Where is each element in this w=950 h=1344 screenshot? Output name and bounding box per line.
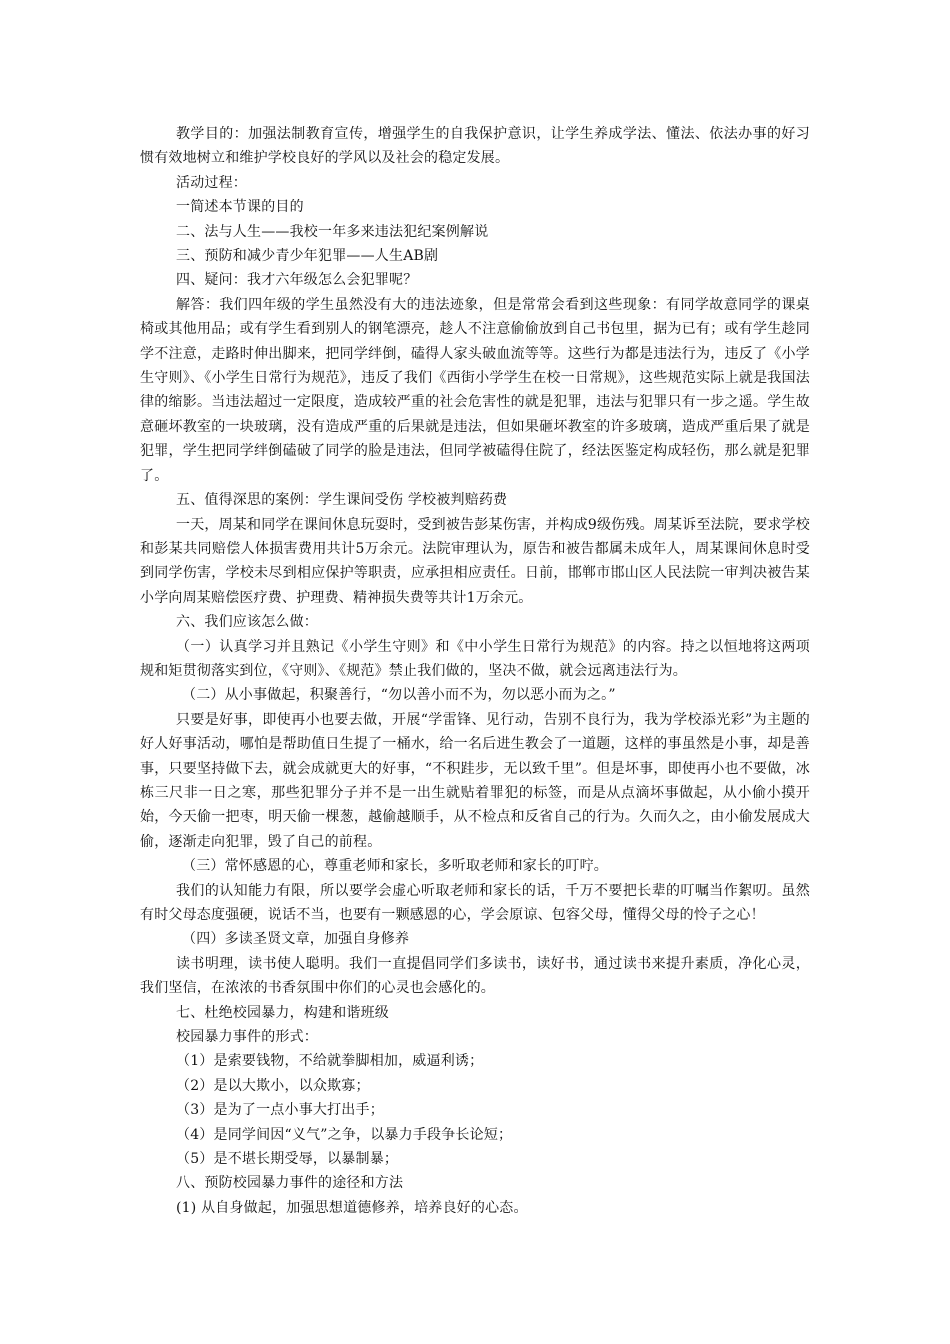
document-body (140, 122, 810, 1220)
heading-section-1: 一简述本节课的目的 (176, 199, 304, 216)
paragraph-item-1: （一）认真学习并且熟记《小学生守则》和《中小学生日常行为规范》的内容。持之以恒地将这两项规和矩贯彻落实到位，《守则》、《规范》禁止我们做的，坚决不做，就会远离违法行为。 (140, 638, 810, 679)
subheading-item-2: （二）从小事做起，积聚善行，“勿以善小而不为，勿以恶小而为之。” (182, 687, 616, 704)
paragraph-violence-forms: 校园暴力事件的形式： (176, 1029, 318, 1046)
list-item-violence-5: （5）是不堪长期受辱，以暴制暴； (176, 1151, 399, 1168)
heading-section-4: 四、疑问：我才六年级怎么会犯罪呢？ (176, 272, 418, 289)
heading-section-5: 五、值得深思的案例：学生课间受伤 学校被判赔药费 (176, 492, 508, 509)
list-item-violence-4: （4）是同学间因“义气”之争，以暴力手段争长论短； (176, 1126, 513, 1143)
list-item-violence-3: （3）是为了一点小事大打出手； (176, 1102, 384, 1119)
heading-section-7: 七、杜绝校园暴力，构建和谐班级 (176, 1004, 389, 1021)
paragraph-reading: 读书明理，读书使人聪明。我们一直提倡同学们多读书，读好书，通过读书来提升素质，净化心灵，我们坚信，在浓浓的书香氛围中你们的心灵也会感化的。 (140, 955, 810, 997)
heading-section-2: 二、法与人生——我校一年多来违法犯纪案例解说 (176, 223, 489, 240)
paragraph-gratitude: 我们的认知能力有限，所以要学会虚心听取老师和家长的话，千万不要把长辈的叮嘱当作絮叨。虽然有时父母态度强硬，说话不当，也要有一颗感恩的心，学会原谅、包容父母，懂得父母的怜子之心！ (140, 882, 810, 923)
paragraph-case: 一天，周某和同学在课间休息玩耍时，受到被告彭某伤害，并构成9级伤残。周某诉至法院，要求学校和彭某共同赔偿人体损害费用共计5万余元。法院审理认为，原告和被告都属未成年人，周某课间休息时受到同学伤害，学校未尽到相应保护等职责，应承担相应责任。日前，邯郸市邯山区人民法院一审判决被告某小学向周某赔偿医疗费、护理费、精神损失费等共计1万余元。 (140, 516, 810, 606)
list-item-violence-1: （1）是索要钱物，不给就拳脚相加，威逼利诱； (176, 1053, 484, 1070)
subheading-item-4: （四）多读圣贤文章，加强自身修养 (182, 931, 410, 948)
subheading-item-3: （三）常怀感恩的心，尊重老师和家长，多听取老师和家长的叮咛。 (182, 858, 608, 875)
heading-section-8: 八、预防校园暴力事件的途径和方法 (176, 1175, 404, 1192)
heading-section-6: 六、我们应该怎么做： (176, 614, 318, 631)
paragraph-teaching-goal: 教学目的：加强法制教育宣传，增强学生的自我保护意识，让学生养成学法、懂法、依法办事的好习惯有效地树立和维护学校良好的学风以及社会的稳定发展。 (140, 126, 810, 167)
paragraph-good-deeds: 只要是好事，即使再小也要去做，开展“学雷锋、见行动，告别不良行为，我为学校添光彩”为主题的好人好事活动，哪怕是帮助值日生提了一桶水，给一名后进生教会了一道题，这样的事虽然是小事，却是善事，只要坚持做下去，就会成就更大的好事，“不积跬步，无以致千里”。但是坏事，即使再小也不要做，冰栋三尺非一日之寒，那些犯罪分子并不是一出生就贴着罪犯的标签，而是从点滴坏事做起，从小偷小摸开始，今天偷一把枣，明天偷一棵葱，越偷越顺手，从不检点和反省自己的行为。久而久之，由小偷发展成大偷，逐渐走向犯罪，毁了自己的前程。 (140, 711, 810, 850)
list-item-violence-2: （2）是以大欺小，以众欺寡； (176, 1077, 370, 1094)
paragraph-activity-process: 活动过程： (176, 174, 247, 191)
list-item-prevention-1: (1) 从自身做起，加强思想道德修养，培养良好的心态。 (176, 1199, 528, 1216)
paragraph-answer: 解答：我们四年级的学生虽然没有大的违法迹象，但是常常会看到这些现象：有同学故意同学的课桌椅或其他用品；或有学生看到别人的钢笔漂亮，趁人不注意偷偷放到自己书包里，据为已有；或有学生趁同学不注意，走路时伸出脚来，把同学绊倒，磕得人家头破血流等等。这些行为都是违法行为，违反了《小学生守则》、《小学生日常行为规范》，违反了我们《西街小学学生在校一日常规》，这些规范实际上就是我国法律的缩影。当违法超过一定限度，造成较严重的社会危害性的就是犯罪，违法与犯罪只有一步之遥。学生故意砸坏教室的一块玻璃，没有造成严重的后果就是违法，但如果砸坏教室的许多玻璃，造成严重后果了就是犯罪，学生把同学绊倒磕破了同学的脸是违法，但同学被磕得住院了，经法医鉴定构成轻伤，那么就是犯罪了。 (140, 296, 810, 484)
heading-section-3: 三、预防和减少青少年犯罪——人生AB剧 (176, 248, 439, 265)
